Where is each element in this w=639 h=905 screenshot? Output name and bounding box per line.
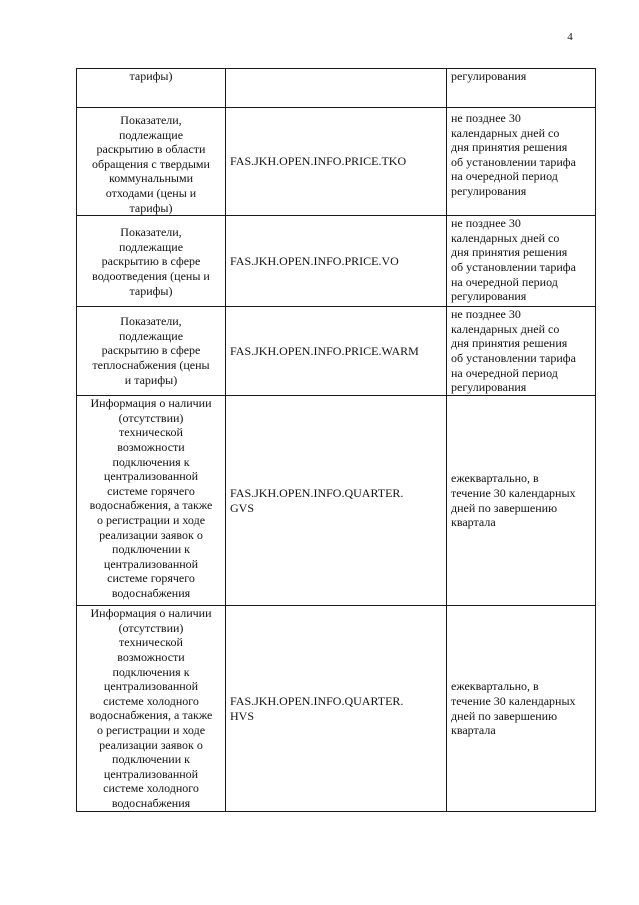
- table-row: [77, 108, 596, 216]
- code-text: FAS.JKH.OPEN.INFO.QUARTER. HVS: [230, 694, 404, 723]
- indicator-cell: [77, 396, 226, 606]
- deadline-text: не позднее 30 календарных дней со дня принятия решения об установлении тарифа на очередной период регулирования: [451, 111, 576, 198]
- code-text: FAS.JKH.OPEN.INFO.QUARTER. GVS: [230, 486, 404, 515]
- table-row: [77, 216, 596, 307]
- table-row: [77, 307, 596, 396]
- indicator-text: Показатели, подлежащие раскрытию в сфере водоотведения (цены и тарифы): [92, 225, 210, 298]
- indicator-cell: [77, 216, 226, 307]
- deadline-cell: [447, 396, 596, 606]
- page-number: 4: [567, 31, 573, 43]
- table-row: [77, 606, 596, 812]
- indicator-cell: [77, 606, 226, 812]
- code-cell: [226, 108, 447, 216]
- code-cell: [226, 216, 447, 307]
- indicator-cell: [77, 108, 226, 216]
- deadline-cell: [447, 216, 596, 307]
- table-row: [77, 396, 596, 606]
- indicator-text: Информация о наличии (отсутствии) технической возможности подключения к централизованной системе холодного водоснабжения, а также о регистрации и ходе реализации заявок о подключении к централизованной системе холодного водоснабжения: [89, 606, 213, 810]
- code-cell: [226, 606, 447, 812]
- code-text: FAS.JKH.OPEN.INFO.PRICE.TKO: [230, 154, 407, 169]
- deadline-cell: [447, 69, 596, 108]
- indicator-cell: [77, 307, 226, 396]
- deadline-text: не позднее 30 календарных дней со дня принятия решения об установлении тарифа на очередной период регулирования: [451, 216, 576, 304]
- code-cell: [226, 396, 447, 606]
- indicator-text: тарифы): [129, 69, 173, 83]
- deadline-cell: [447, 606, 596, 812]
- indicator-cell: [77, 69, 226, 108]
- deadline-text: ежеквартально, в течение 30 календарных дней по завершению квартала: [451, 471, 576, 530]
- code-text: FAS.JKH.OPEN.INFO.PRICE.WARM: [230, 343, 419, 358]
- deadline-cell: [447, 108, 596, 216]
- indicator-text: Показатели, подлежащие раскрытию в области обращения с твердыми коммунальными отходами (цены и тарифы): [92, 113, 210, 215]
- code-text: FAS.JKH.OPEN.INFO.PRICE.VO: [230, 253, 399, 268]
- disclosure-table: [76, 68, 596, 812]
- deadline-text: регулирования: [451, 69, 527, 83]
- table-row: [77, 69, 596, 108]
- code-cell: [226, 69, 447, 108]
- deadline-text: ежеквартально, в течение 30 календарных дней по завершению квартала: [451, 679, 576, 738]
- deadline-cell: [447, 307, 596, 396]
- indicator-text: Показатели, подлежащие раскрытию в сфере теплоснабжения (цены и тарифы): [92, 314, 210, 387]
- code-cell: [226, 307, 447, 396]
- deadline-text: не позднее 30 календарных дней со дня принятия решения об установлении тарифа на очередной период регулирования: [451, 307, 576, 395]
- indicator-text: Информация о наличии (отсутствии) технической возможности подключения к централизованной системе горячего водоснабжения, а также о регистрации и ходе реализации заявок о подключении к централизованной системе горячего водоснабжения: [89, 396, 213, 600]
